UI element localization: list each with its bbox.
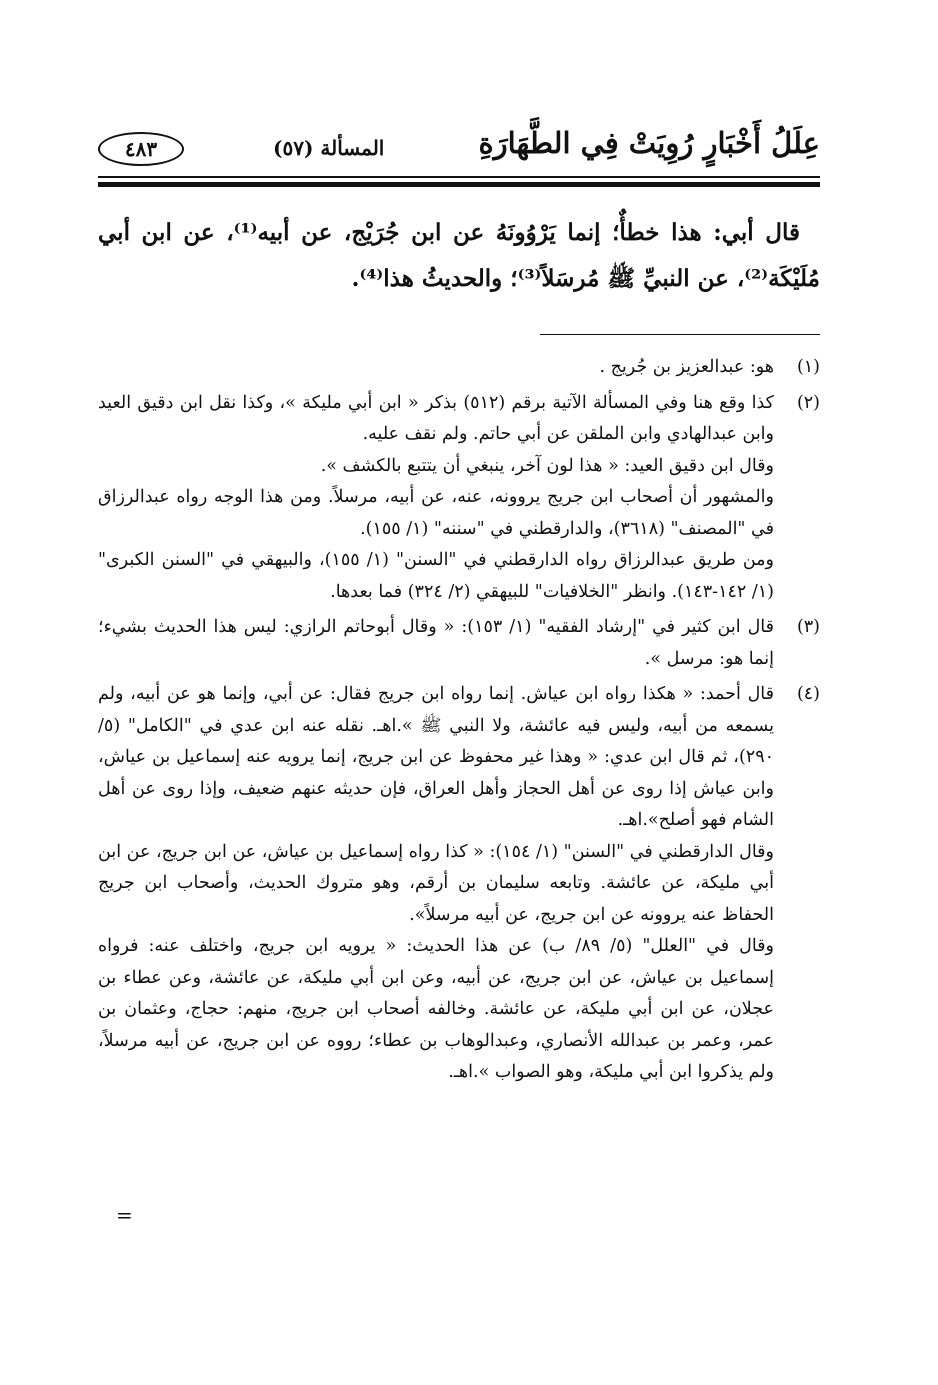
header-rule-thin — [98, 176, 820, 178]
footnote — [98, 612, 820, 675]
footnote-paragraph: والمشهور أن أصحاب ابن جريج يروونه، عنه، عن أبيه، مرسلاً. ومن هذا الوجه رواه عبدالرزاق في "المصنف" (٣٦١٨)، والدارقطني في "سننه" (١/ ١٥٥). — [98, 487, 774, 539]
page-header — [98, 124, 820, 172]
page-number-badge — [98, 132, 184, 166]
main-text: قال أبي: هذا خطأٌ؛ إنما يَرْوُونَهُ عن ابن جُرَيْج، عن أبيه⁽¹⁾، عن ابن أبي مُلَيْكَة⁽²⁾، عن النبيِّ ﷺ مُرسَلاً⁽³⁾؛ والحديثُ هذا⁽⁴⁾. — [98, 219, 820, 292]
issue-label: المسألة (٥٧) — [273, 136, 385, 160]
footnote — [98, 388, 820, 609]
footnote-number: (١) — [796, 357, 820, 377]
page-number: ٤٨٣ — [124, 137, 158, 161]
footnote-number: (٢) — [796, 392, 820, 413]
continuation-mark: = — [116, 1203, 133, 1227]
book-title: عِلَلُ أَخْبَارٍ رُوِيَتْ فِي الطَّهَارَةِ — [478, 126, 820, 160]
footnote-paragraph: كذا وقع هنا وفي المسألة الآتية برقم (٥١٢) بذكر « ابن أبي مليكة »، وكذا نقل ابن دقيق العيد وابن عبدالهادي وابن الملقن عن أبي حاتم. ولم نقف عليه. — [98, 392, 774, 444]
footnote — [98, 679, 820, 1089]
footnote-paragraph: قال ابن كثير في "إرشاد الفقيه" (١/ ١٥٣): « وقال أبوحاتم الرازي: ليس هذا الحديث بشيء؛ إنما هو: مرسل ». — [98, 617, 774, 669]
footnote-paragraph: ومن طريق عبدالرزاق رواه الدارقطني في "السنن" (١/ ١٥٥)، والبيهقي في "السنن الكبرى" (١/ ١٤٢-١٤٣). وانظر "الخلافيات" للبيهقي (٢/ ٣٢٤) فما بعدها. — [98, 550, 774, 602]
footnote-divider — [540, 334, 820, 335]
footnote-paragraph: وقال الدارقطني في "السنن" (١/ ١٥٤): « كذا رواه إسماعيل بن عياش، عن ابن جريج، عن ابن أبي مليكة، عن عائشة. وتابعه سليمان بن أرقم، وهو متروك الحديث، وأصحاب ابن جريج الحفاظ عنه يروونه عن ابن جريج، عن أبيه مرسلاً». — [98, 841, 774, 925]
footnote-paragraph: هو: عبدالعزيز بن جُريج . — [599, 357, 774, 377]
footnote-paragraph: قال أحمد: « هكذا رواه ابن عياش. إنما رواه ابن جريج فقال: عن أبي، وإنما هو عن أبيه، ولم يسمعه من أبيه، وليس فيه عائشة، ولا النبي ﷺ ».اهـ. نقله عنه ابن عدي في "الكامل" (٥/ ٢٩٠)، ثم قال ابن عدي: « وهذا غير محفوظ عن ابن جريج، إنما يرويه عنه إسماعيل بن عياش، وابن عياش إذا روى عن أهل الحجاز وأهل العراق، فإن حديثه عنهم ضعيف، وإذا روى عن أهل الشام فهو أصلح».اهـ. — [98, 684, 774, 830]
footnote — [98, 352, 820, 384]
footnotes — [98, 352, 820, 1089]
footnote-number: (٤) — [796, 684, 820, 704]
footnote-paragraph: وقال في "العلل" (٥/ ٨٩/ ب) عن هذا الحديث: « يرويه ابن جريج، واختلف عنه: فرواه إسماعيل بن عياش، عن ابن جريج، عن أبيه، وعن ابن أبي مليكة، عن عائشة، وعن عطاء بن عجلان، عن ابن أبي مليكة، عن عائشة. وخالفه أصحاب ابن جريج، منهم: حجاج، وعثمان بن عمر، وعمر بن عبدالله الأنصاري، وعبدالوهاب بن عطاء؛ رووه عن ابن جريج، عن أبيه مرسلاً، ولم يذكروا ابن أبي مليكة، وهو الصواب ».اهـ. — [98, 936, 774, 1082]
footnote-paragraph: وقال ابن دقيق العيد: « هذا لون آخر، ينبغي أن يتتبع بالكشف ». — [320, 455, 774, 476]
header-rule-thick — [98, 182, 820, 187]
footnote-number: (٣) — [796, 617, 820, 637]
